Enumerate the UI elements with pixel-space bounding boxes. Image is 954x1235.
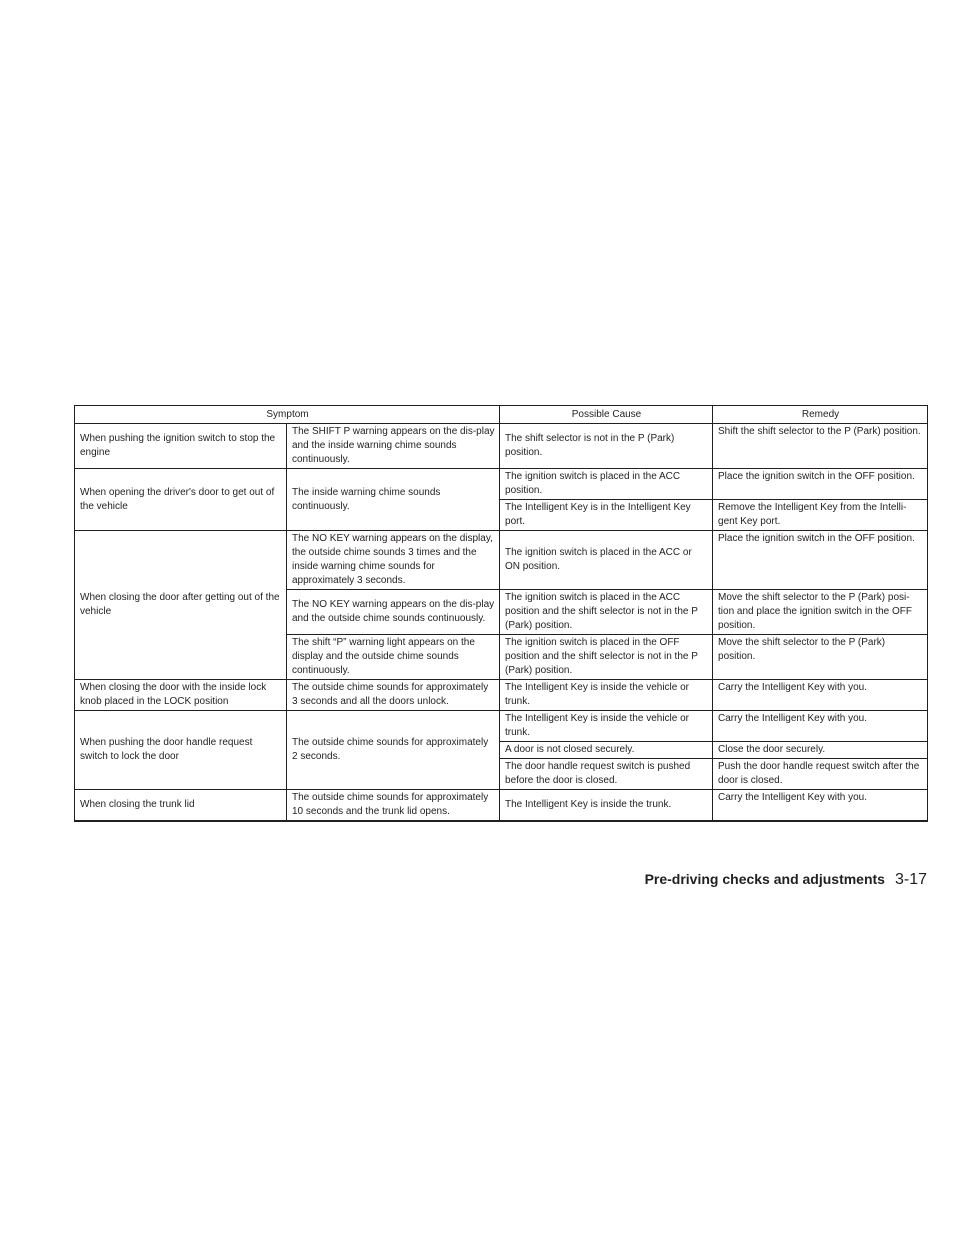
symptom-detail: The outside chime sounds for approximately 3 seconds and all the doors unlock.: [287, 680, 500, 711]
remedy: Carry the Intelligent Key with you.: [713, 711, 928, 742]
remedy: Push the door handle request switch after the door is closed.: [713, 759, 928, 790]
possible-cause: A door is not closed securely.: [500, 742, 713, 759]
possible-cause: The door handle request switch is pushed before the door is closed.: [500, 759, 713, 790]
symptom-detail: The shift “P” warning light appears on the display and the outside chime sounds continuously.: [287, 635, 500, 680]
section-title: Pre-driving checks and adjustments: [644, 871, 885, 887]
possible-cause-header: Possible Cause: [500, 406, 713, 424]
symptom-situation: When closing the trunk lid: [75, 790, 287, 822]
remedy: Place the ignition switch in the OFF position.: [713, 469, 928, 500]
table-row: [75, 424, 928, 469]
possible-cause: The Intelligent Key is in the Intelligent Key port.: [500, 500, 713, 531]
symptom-situation: When opening the driver's door to get out of the vehicle: [75, 469, 287, 531]
possible-cause: The Intelligent Key is inside the vehicle or trunk.: [500, 680, 713, 711]
table-row: [75, 790, 928, 822]
symptom-detail: The outside chime sounds for approximately 2 seconds.: [287, 711, 500, 790]
table-header-row: [75, 406, 928, 424]
symptom-detail: The inside warning chime sounds continuously.: [287, 469, 500, 531]
possible-cause: The Intelligent Key is inside the trunk.: [500, 790, 713, 822]
possible-cause: The ignition switch is placed in the OFF position and the shift selector is not in the P (Park) position.: [500, 635, 713, 680]
page-footer: [645, 871, 927, 889]
symptom-detail: The NO KEY warning appears on the display, the outside chime sounds 3 times and the inside warning chime sounds for approximately 3 seconds.: [287, 531, 500, 590]
possible-cause: The Intelligent Key is inside the vehicle or trunk.: [500, 711, 713, 742]
table-row: [75, 469, 928, 500]
symptom-situation: When closing the door with the inside lock knob placed in the LOCK position: [75, 680, 287, 711]
symptom-detail: The NO KEY warning appears on the dis-play and the outside chime sounds continuously.: [287, 590, 500, 635]
symptom-situation: When closing the door after getting out of the vehicle: [75, 531, 287, 680]
possible-cause: The ignition switch is placed in the ACC position.: [500, 469, 713, 500]
possible-cause: The ignition switch is placed in the ACC position and the shift selector is not in the P (Park) position.: [500, 590, 713, 635]
symptom-situation: When pushing the door handle request switch to lock the door: [75, 711, 287, 790]
symptom-detail: The outside chime sounds for approximately 10 seconds and the trunk lid opens.: [287, 790, 500, 822]
symptom-detail: The SHIFT P warning appears on the dis-play and the inside warning chime sounds continuously.: [287, 424, 500, 469]
table-row: [75, 680, 928, 711]
remedy: Remove the Intelligent Key from the Intelli-gent Key port.: [713, 500, 928, 531]
remedy: Close the door securely.: [713, 742, 928, 759]
remedy: Carry the Intelligent Key with you.: [713, 790, 928, 822]
remedy: Carry the Intelligent Key with you.: [713, 680, 928, 711]
table-row: [75, 531, 928, 590]
remedy: Move the shift selector to the P (Park) posi-tion and place the ignition switch in the OFF position.: [713, 590, 928, 635]
possible-cause: The shift selector is not in the P (Park) position.: [500, 424, 713, 469]
table-row: [75, 711, 928, 742]
remedy: Move the shift selector to the P (Park) position.: [713, 635, 928, 680]
page-number: 3-17: [894, 871, 927, 888]
possible-cause: The ignition switch is placed in the ACC or ON position.: [500, 531, 713, 590]
symptom-header: Symptom: [75, 406, 500, 424]
remedy-header: Remedy: [713, 406, 928, 424]
troubleshooting-table: [74, 405, 928, 822]
remedy: Place the ignition switch in the OFF position.: [713, 531, 928, 590]
symptom-situation: When pushing the ignition switch to stop the engine: [75, 424, 287, 469]
remedy: Shift the shift selector to the P (Park) position.: [713, 424, 928, 469]
